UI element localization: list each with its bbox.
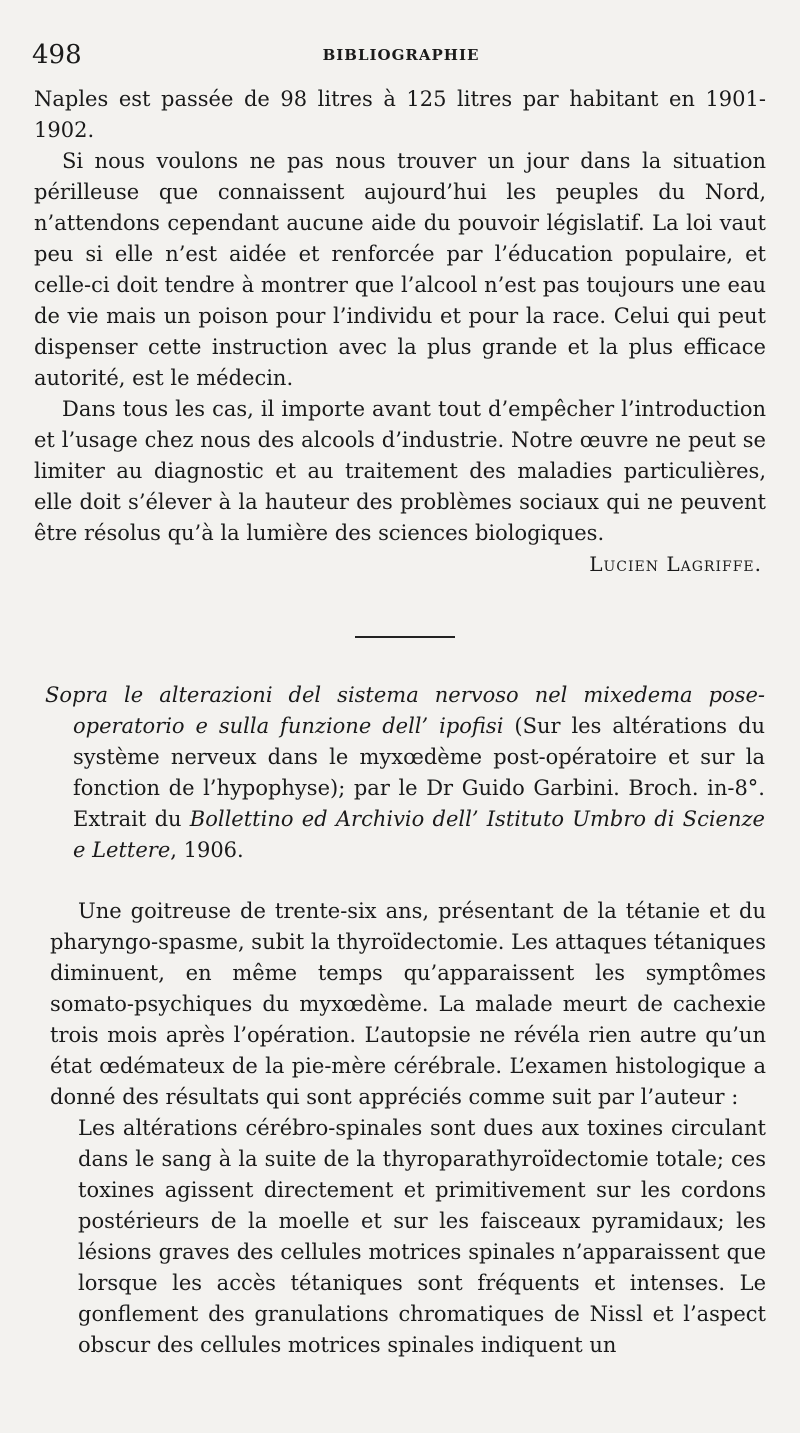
paragraph: Naples est passée de 98 litres à 125 litres par habitant en 1901-1902.	[34, 87, 766, 142]
paragraph: Si nous voulons ne pas nous trouver un jour dans la situation périlleuse que connaissent aujourd’hui les peuples du Nord, n’attendons cependant aucune aide du pouvoir législatif. La loi vaut peu si elle n’est aidée et renforcée par l’éducation populaire, et celle-ci doit tendre à montrer que l’alcool n’est pas toujours une eau de vie mais un poison pour l’individu et pour la race. Celui qui peut dispenser cette instruction avec la plus grande et la plus efficace autorité, est le médecin.	[34, 149, 766, 390]
entry-title-french: (Sur les altérations du système nerveux dans le myxœdème post-opératoire et sur la fonction de l’hypophyse); par le	[73, 714, 765, 800]
entry-title-italian: Sopra le alterazioni del sistema nervoso nel mixedema pose-operatorio e sulla funzione dell’ ipofisi	[45, 683, 765, 738]
paragraph: Les altérations cérébro-spinales sont dues aux toxines circulant dans le sang à la suite de la thyroparathyroïdectomie totale; ces toxines agissent directement et primitivement sur les cordons postérieurs de la moelle et sur les faisceaux pyramidaux; les lésions graves des cellules motrices spinales n’apparaissent que lorsque les accès tétaniques sont fréquents et intenses. Le gonflement des granulations chromatiques de Nissl et l’aspect obscur des cellules motrices spinales indiquent un	[78, 1116, 766, 1357]
entry-year: , 1906.	[170, 838, 244, 862]
author-signature: Lucien Lagriffe.	[589, 552, 762, 576]
article-conclusion	[34, 84, 766, 580]
page-header	[32, 40, 770, 76]
review-text	[50, 896, 766, 1361]
paragraph: Dans tous les cas, il importe avant tout d’empêcher l’introduction et l’usage chez nous des alcools d’industrie. Notre œuvre ne peut se limiter au diagnostic et au traitement des maladies particulières, elle doit s’élever à la hauteur des problèmes sociaux qui ne peuvent être résolus qu’à la lumière des sciences biologiques.	[34, 397, 766, 545]
running-head: BIBLIOGRAPHIE	[322, 46, 480, 64]
entry-author: Guido Garbini. Broch. in-8°. Extrait du	[73, 776, 765, 831]
section-divider	[355, 636, 455, 638]
journal-title: Bollettino ed Archivio dell’ Istituto Umbro di Scienze e Lettere	[73, 807, 765, 862]
paragraph: Une goitreuse de trente-six ans, présentant de la tétanie et du pharyngo-spasme, subit la thyroïdectomie. Les attaques tétaniques diminuent, en même temps qu’apparaissent les symptômes somato-psychiques du myxœdème. La malade meurt de cachexie trois mois après l’opération. L’autopsie ne révéla rien autre qu’un état œdémateux de la pie-mère cérébrale. L’examen histologique a donné des résultats qui sont appréciés comme suit par l’auteur :	[50, 899, 766, 1109]
author-prefix: Dr	[426, 776, 454, 800]
page-number: 498	[32, 40, 82, 70]
bibliographic-entry	[45, 680, 765, 866]
